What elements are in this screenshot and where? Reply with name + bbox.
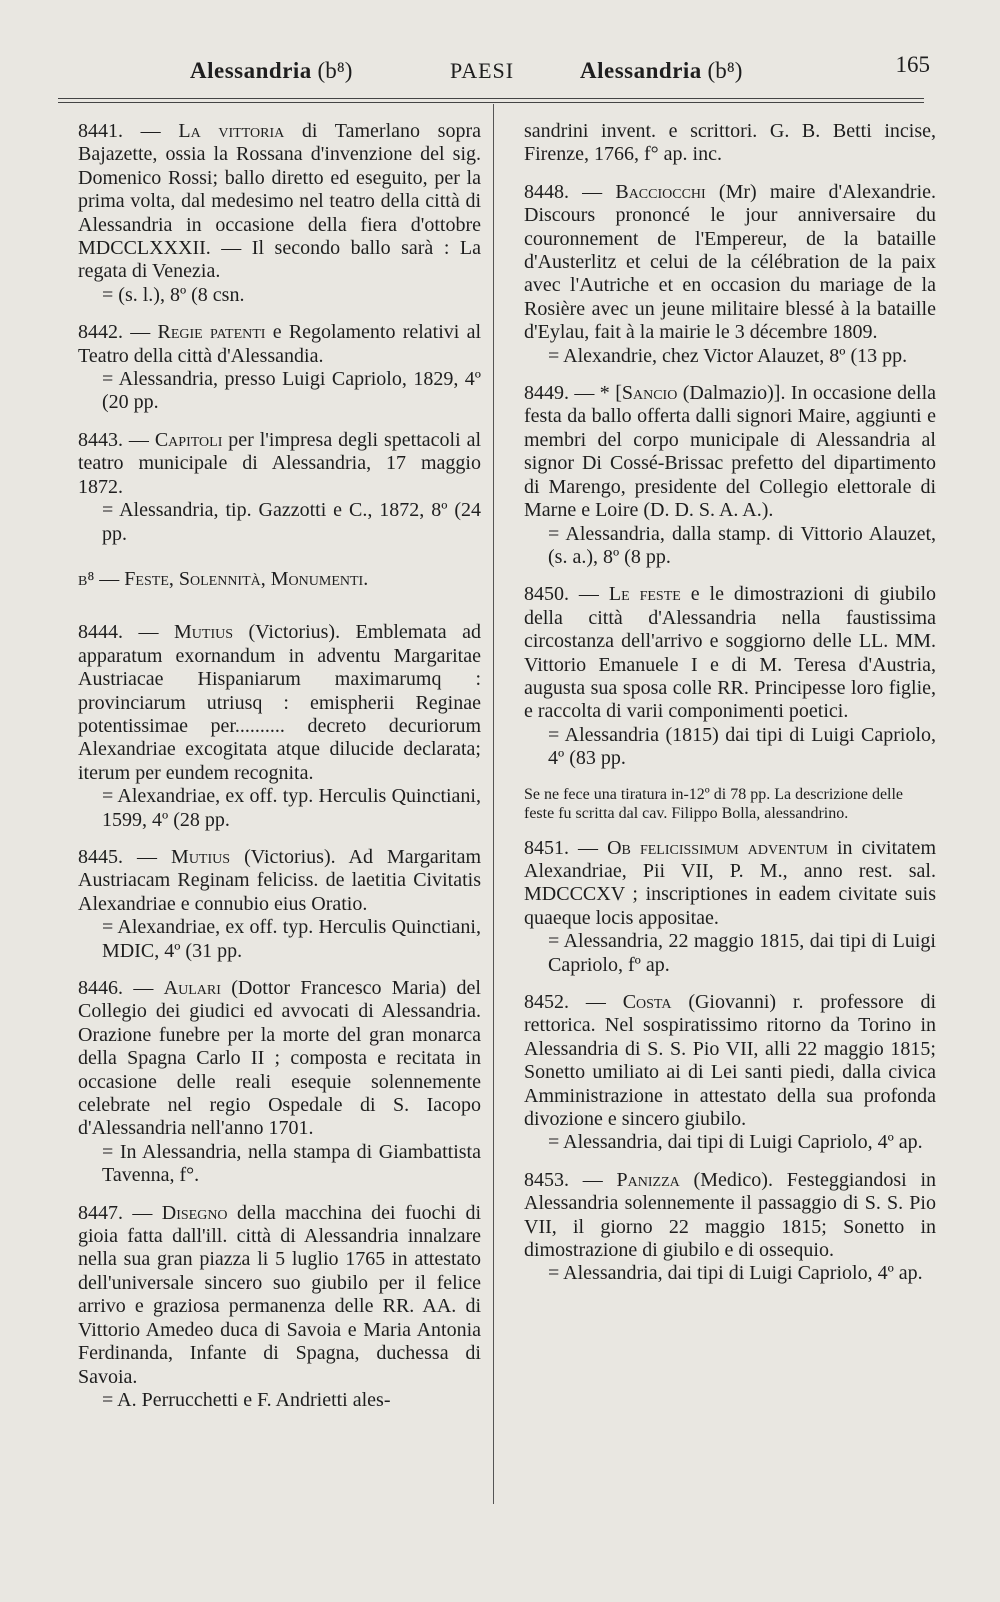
entry-number: 8444. bbox=[78, 621, 123, 644]
catalog-entry bbox=[78, 429, 481, 546]
entry-body: 8448. — Bacciocchi (Mr) maire d'Alexandrie. Discours prononcé le jour anniversaire du couronnement de l'Empereur, de la bataille d'Austerlitz et celui de la célébration de la paix avec l'Autriche et en occasion du mariage de la Rosière avec un jeune militaire blessé à la bataille d'Eylau, fait à la mairie le 3 décembre 1809. bbox=[524, 180, 937, 344]
entry-body: 8444. — Mutius (Victorius). Emblemata ad apparatum exornandum in adventu Margaritae Austriacae Hispaniarum maximarumq : provinciarum utriusq : emispherii Reginae potentissimae per.......... decreto decuriorum Alexandriae excogitata atque dilucide declarata; iterum per eundem recognita. bbox=[78, 621, 482, 784]
catalog-entry bbox=[524, 1169, 936, 1286]
entry-body: 8450. — Le feste e le dimostrazioni di giubilo della città d'Alessandria nella faustissima circostanza dell'arrivo e soggiorno delle LL. MM. Vittorio Emanuele I e di M. Teresa d'Austria, augusta sua sposa colle RR. Principesse loro figlie, e raccolta di varii componimenti poetici. bbox=[524, 583, 937, 723]
entry-author: Mutius bbox=[174, 621, 234, 644]
entry-body: 8443. — Capitoli per l'impresa degli spettacoli al teatro municipale di Alessandria, 17 maggio 1872. bbox=[78, 428, 482, 498]
catalog-entry bbox=[524, 991, 936, 1155]
entry-publication: = Alexandriae, ex off. typ. Herculis Quinctiani, MDIC, 4º (31 pp. bbox=[102, 916, 481, 962]
entry-publication: = Alessandria, 22 maggio 1815, dai tipi di Luigi Capriolo, fº ap. bbox=[548, 930, 936, 976]
entry-publication: = Alessandria, presso Luigi Capriolo, 1829, 4º (20 pp. bbox=[102, 368, 481, 414]
entry-number: 8448. bbox=[524, 180, 569, 203]
entry-body: 8453. — Panizza (Medico). Festeggiandosi in Alessandria solennemente il passaggio di S. S. Pio VII, il giorno 22 maggio 1815; Sonetto in dimostrazione di giubilo e di ossequio. bbox=[524, 1168, 937, 1262]
header-left-title: Alessandria bbox=[190, 58, 312, 83]
header-rule-double bbox=[58, 102, 924, 103]
entry-text: (Victorius). Emblemata ad apparatum exornandum in adventu Margaritae Austriacae Hispaniarum maximarumq : provinciarum utriusq : emispherii Reginae potentissimae per.......... decreto decuriorum Alexandriae excogitata atque dilucide declarata; iterum per eundem recognita. bbox=[78, 621, 482, 784]
entry-number: 8442. bbox=[78, 321, 123, 344]
entry-author: Regie patenti bbox=[157, 321, 266, 344]
entry-number: 8449. bbox=[524, 382, 569, 405]
entry-body: 8446. — Aulari (Dottor Francesco Maria) del Collegio dei giudici ed avvocati di Alessandria. Orazione funebre per la morte del gran monarca della Spagna Carlo II ; composta e recitata in occasione delle reali esequie solennemente celebrate nel regio Ospedale di S. Iacopo d'Alessandria nell'anno 1701. bbox=[78, 977, 481, 1140]
entry-author: Le feste bbox=[608, 583, 681, 606]
entry-body: 8449. — * [Sancio (Dalmazio)]. In occasione della festa da ballo offerta dalli signori Maire, aggiunti e membri del corpo municipale di Alessandria al signor Di Cossé-Brissac prefetto del dipartimento di Marengo, presidente del Collegio elettorale di Marne e Loire (D. D. S. A. A.). bbox=[524, 382, 937, 522]
catalog-entry bbox=[524, 837, 936, 977]
entry-author: Panizza bbox=[616, 1168, 680, 1191]
header-right-sub: (b⁸) bbox=[707, 58, 743, 83]
entry-publication: = Alexandrie, chez Victor Alauzet, 8º (13 pp. bbox=[548, 344, 908, 367]
catalog-entry bbox=[78, 621, 481, 832]
entry-author: Disegno bbox=[161, 1201, 228, 1224]
entry-author: Aulari bbox=[163, 977, 221, 999]
entry-text: in civitatem Alexandriae, Pii VII, P. M., anno rest. sal. MDCCCXV ; inscriptiones in eadem civitate suis quaeque locis appositae. bbox=[524, 836, 936, 929]
running-header bbox=[58, 52, 940, 88]
entry-body: 8441. — La vittoria di Tamerlano sopra Bajazette, ossia la Rossana d'invenzione del sig. Domenico Rossi; ballo diretto ed eseguito, per la prima volta, dal medesimo nel teatro della città di Alessandria in occasione della fiera d'ottobre MDCCLXXXII. — Il secondo ballo sarà : La regata di Venezia. bbox=[78, 120, 482, 283]
entry-number: 8446. bbox=[78, 977, 123, 999]
entry-text: (Giovanni) r. professore di rettorica. Nel sospiratissimo ritorno da Torino in Alessandria di S. S. Pio VII, alli 22 maggio 1815; Sonetto umiliato ai di Lei santi piedi, dalla civica Amministrazione in attestato della sua profonda divozione e sincero giubilo. bbox=[524, 991, 937, 1131]
entry-publication: = Alessandria (1815) dai tipi di Luigi Capriolo, 4º (83 pp. bbox=[548, 723, 936, 770]
header-left bbox=[190, 58, 352, 84]
header-rule bbox=[58, 98, 924, 99]
column-divider bbox=[493, 104, 494, 1504]
entry-publication: = Alessandria, tip. Gazzotti e C., 1872, 8º (24 pp. bbox=[102, 499, 481, 545]
catalog-entry bbox=[78, 846, 481, 963]
catalog-entry bbox=[524, 181, 936, 368]
entry-number: 8441. bbox=[78, 120, 123, 142]
entry-text: (Medico). Festeggiandosi in Alessandria solennemente il passaggio di S. S. Pio VII, il giorno 22 maggio 1815; Sonetto in dimostrazione di giubilo e di ossequio. bbox=[524, 1168, 937, 1262]
entry-author: Ob felicissimum adventum bbox=[607, 836, 828, 859]
left-column bbox=[78, 120, 481, 1426]
entry-text: per l'impresa degli spettacoli al teatro municipale di Alessandria, 17 maggio 1872. bbox=[78, 428, 482, 498]
header-right-title: Alessandria bbox=[580, 58, 702, 83]
catalog-entry bbox=[78, 120, 481, 307]
entry-author: * [Sancio bbox=[599, 382, 678, 405]
entry-body: 8447. — Disegno della macchina dei fuochi di gioia fatta dall'ill. città di Alessandria innalzare nella sua gran piazza li 5 luglio 1765 in attestato dell'universale sincero suo giubilo per il felice arrivo e graziosa permanenza delle RR. AA. di Vittorio Amedeo duca di Savoia e Maria Antonia Ferdinanda, Infante di Spagna, duchessa di Savoia. bbox=[78, 1201, 482, 1388]
section-heading: b⁸ — Feste, Solennità, Monumenti. bbox=[78, 567, 369, 590]
entry-author: Mutius bbox=[171, 845, 231, 868]
entry-text: (Dottor Francesco Maria) del Collegio dei giudici ed avvocati di Alessandria. Orazione funebre per la morte del gran monarca della Spagna Carlo II ; composta e recitata in occasione delle reali esequie solennemente celebrate nel regio Ospedale di S. Iacopo d'Alessandria nell'anno 1701. bbox=[78, 977, 481, 1140]
header-center: PAESI bbox=[450, 58, 515, 83]
page-number: 165 bbox=[895, 52, 930, 77]
entry-author: Costa bbox=[622, 991, 672, 1013]
catalog-entry bbox=[524, 382, 936, 569]
entry-author: Bacciocchi bbox=[615, 180, 706, 203]
entry-body: 8452. — Costa (Giovanni) r. professore di rettorica. Nel sospiratissimo ritorno da Torino in Alessandria di S. S. Pio VII, alli 22 maggio 1815; Sonetto umiliato ai di Lei santi piedi, dalla civica Amministrazione in attestato della sua profonda divozione e sincero giubilo. bbox=[524, 991, 937, 1131]
right-column bbox=[524, 120, 936, 1300]
entry-text: e le dimostrazioni di giubilo della città d'Alessandria nella faustissima circostanza dell'arrivo e soggiorno delle LL. MM. Vittorio Emanuele I e di M. Teresa d'Austria, augusta sua sposa colle RR. Principesse loro figlie, e raccolta di varii componimenti poetici. bbox=[524, 583, 937, 723]
entry-author: La vittoria bbox=[178, 120, 285, 142]
entry-text: (Victorius). Ad Margaritam Austriacam Reginam feliciss. de laetitia Civitatis Alexandriae e connubio eius Oratio. bbox=[78, 845, 482, 915]
catalog-entry bbox=[524, 583, 936, 770]
header-right bbox=[580, 58, 742, 84]
entry-text: e Regolamento relativi al Teatro della città d'Alessandia. bbox=[78, 321, 482, 367]
catalog-entry bbox=[78, 977, 481, 1188]
entry-publication: = Alexandriae, ex off. typ. Herculis Quinctiani, 1599, 4º (28 pp. bbox=[102, 785, 481, 831]
entry-publication: = Alessandria, dai tipi di Luigi Capriolo, 4º ap. bbox=[548, 1131, 923, 1154]
entry-publication: = Alessandria, dalla stamp. di Vittorio Alauzet, (s. a.), 8º (8 pp. bbox=[548, 522, 936, 568]
entry-number: 8452. bbox=[524, 991, 569, 1013]
entry-number: 8453. bbox=[524, 1168, 569, 1191]
entry-number: 8450. bbox=[524, 583, 569, 606]
entry-text: (Mr) maire d'Alexandrie. Discours prononcé le jour anniversaire du couronnement de l'Empereur, de la bataille d'Austerlitz et celui de la célébration de la paix avec l'Autriche et en occasion du mariage de la Rosière avec un jeune militaire blessé à la bataille d'Eylau, fait à la mairie le 3 décembre 1809. bbox=[524, 180, 937, 344]
entry-number: 8443. bbox=[78, 428, 123, 451]
entry-text: della macchina dei fuochi di gioia fatta dall'ill. città di Alessandria innalzare nella sua gran piazza li 5 luglio 1765 in attestato dell'universale sincero suo giubilo per il felice arrivo e graziosa permanenza delle RR. AA. di Vittorio Amedeo duca di Savoia e Maria Antonia Ferdinanda, Infante di Spagna, duchessa di Savoia. bbox=[78, 1201, 482, 1388]
catalog-entry bbox=[78, 321, 481, 415]
entry-number: 8451. bbox=[524, 836, 569, 859]
entry-text: di Tamerlano sopra Bajazette, ossia la Rossana d'invenzione del sig. Domenico Rossi; ballo diretto ed eseguito, per la prima volta, dal medesimo nel teatro della città di Alessandria in occasione della fiera d'ottobre MDCCLXXXII. — Il secondo ballo sarà : La regata di Venezia. bbox=[78, 120, 482, 283]
header-left-sub: (b⁸) bbox=[317, 58, 353, 83]
entry-publication: = Alessandria, dai tipi di Luigi Capriolo, 4º ap. bbox=[548, 1262, 923, 1285]
entry-note: Se ne fece una tiratura in-12º di 78 pp. La descrizione delle feste fu scritta dal cav. Filippo Bolla, alessandrino. bbox=[524, 785, 904, 822]
entry-body: 8442. — Regie patenti e Regolamento relativi al Teatro della città d'Alessandia. bbox=[78, 321, 482, 367]
entry-author: Capitoli bbox=[154, 428, 223, 451]
entry-body: 8445. — Mutius (Victorius). Ad Margaritam Austriacam Reginam feliciss. de laetitia Civitatis Alexandriae e connubio eius Oratio. bbox=[78, 845, 482, 915]
entry-publication: = In Alessandria, nella stampa di Giambattista Tavenna, f°. bbox=[102, 1140, 481, 1187]
entry-number: 8445. bbox=[78, 845, 123, 868]
entry-text: (Dalmazio)]. In occasione della festa da ballo offerta dalli signori Maire, aggiunti e membri del corpo municipale di Alessandria al signor Di Cossé-Brissac prefetto del dipartimento di Marengo, presidente del Collegio elettorale di Marne e Loire (D. D. S. A. A.). bbox=[524, 382, 937, 522]
catalog-entry bbox=[78, 1202, 481, 1413]
entry-number: 8447. bbox=[78, 1201, 123, 1224]
continuation-text: sandrini invent. e scrittori. G. B. Betti incise, Firenze, 1766, f° ap. inc. bbox=[524, 120, 936, 166]
entry-publication: = (s. l.), 8º (8 csn. bbox=[102, 283, 245, 306]
entry-publication: = A. Perrucchetti e F. Andrietti ales- bbox=[102, 1388, 391, 1411]
entry-body: 8451. — Ob felicissimum adventum in civitatem Alexandriae, Pii VII, P. M., anno rest. sal. MDCCCXV ; inscriptiones in eadem civitate suis quaeque locis appositae. bbox=[524, 836, 936, 929]
